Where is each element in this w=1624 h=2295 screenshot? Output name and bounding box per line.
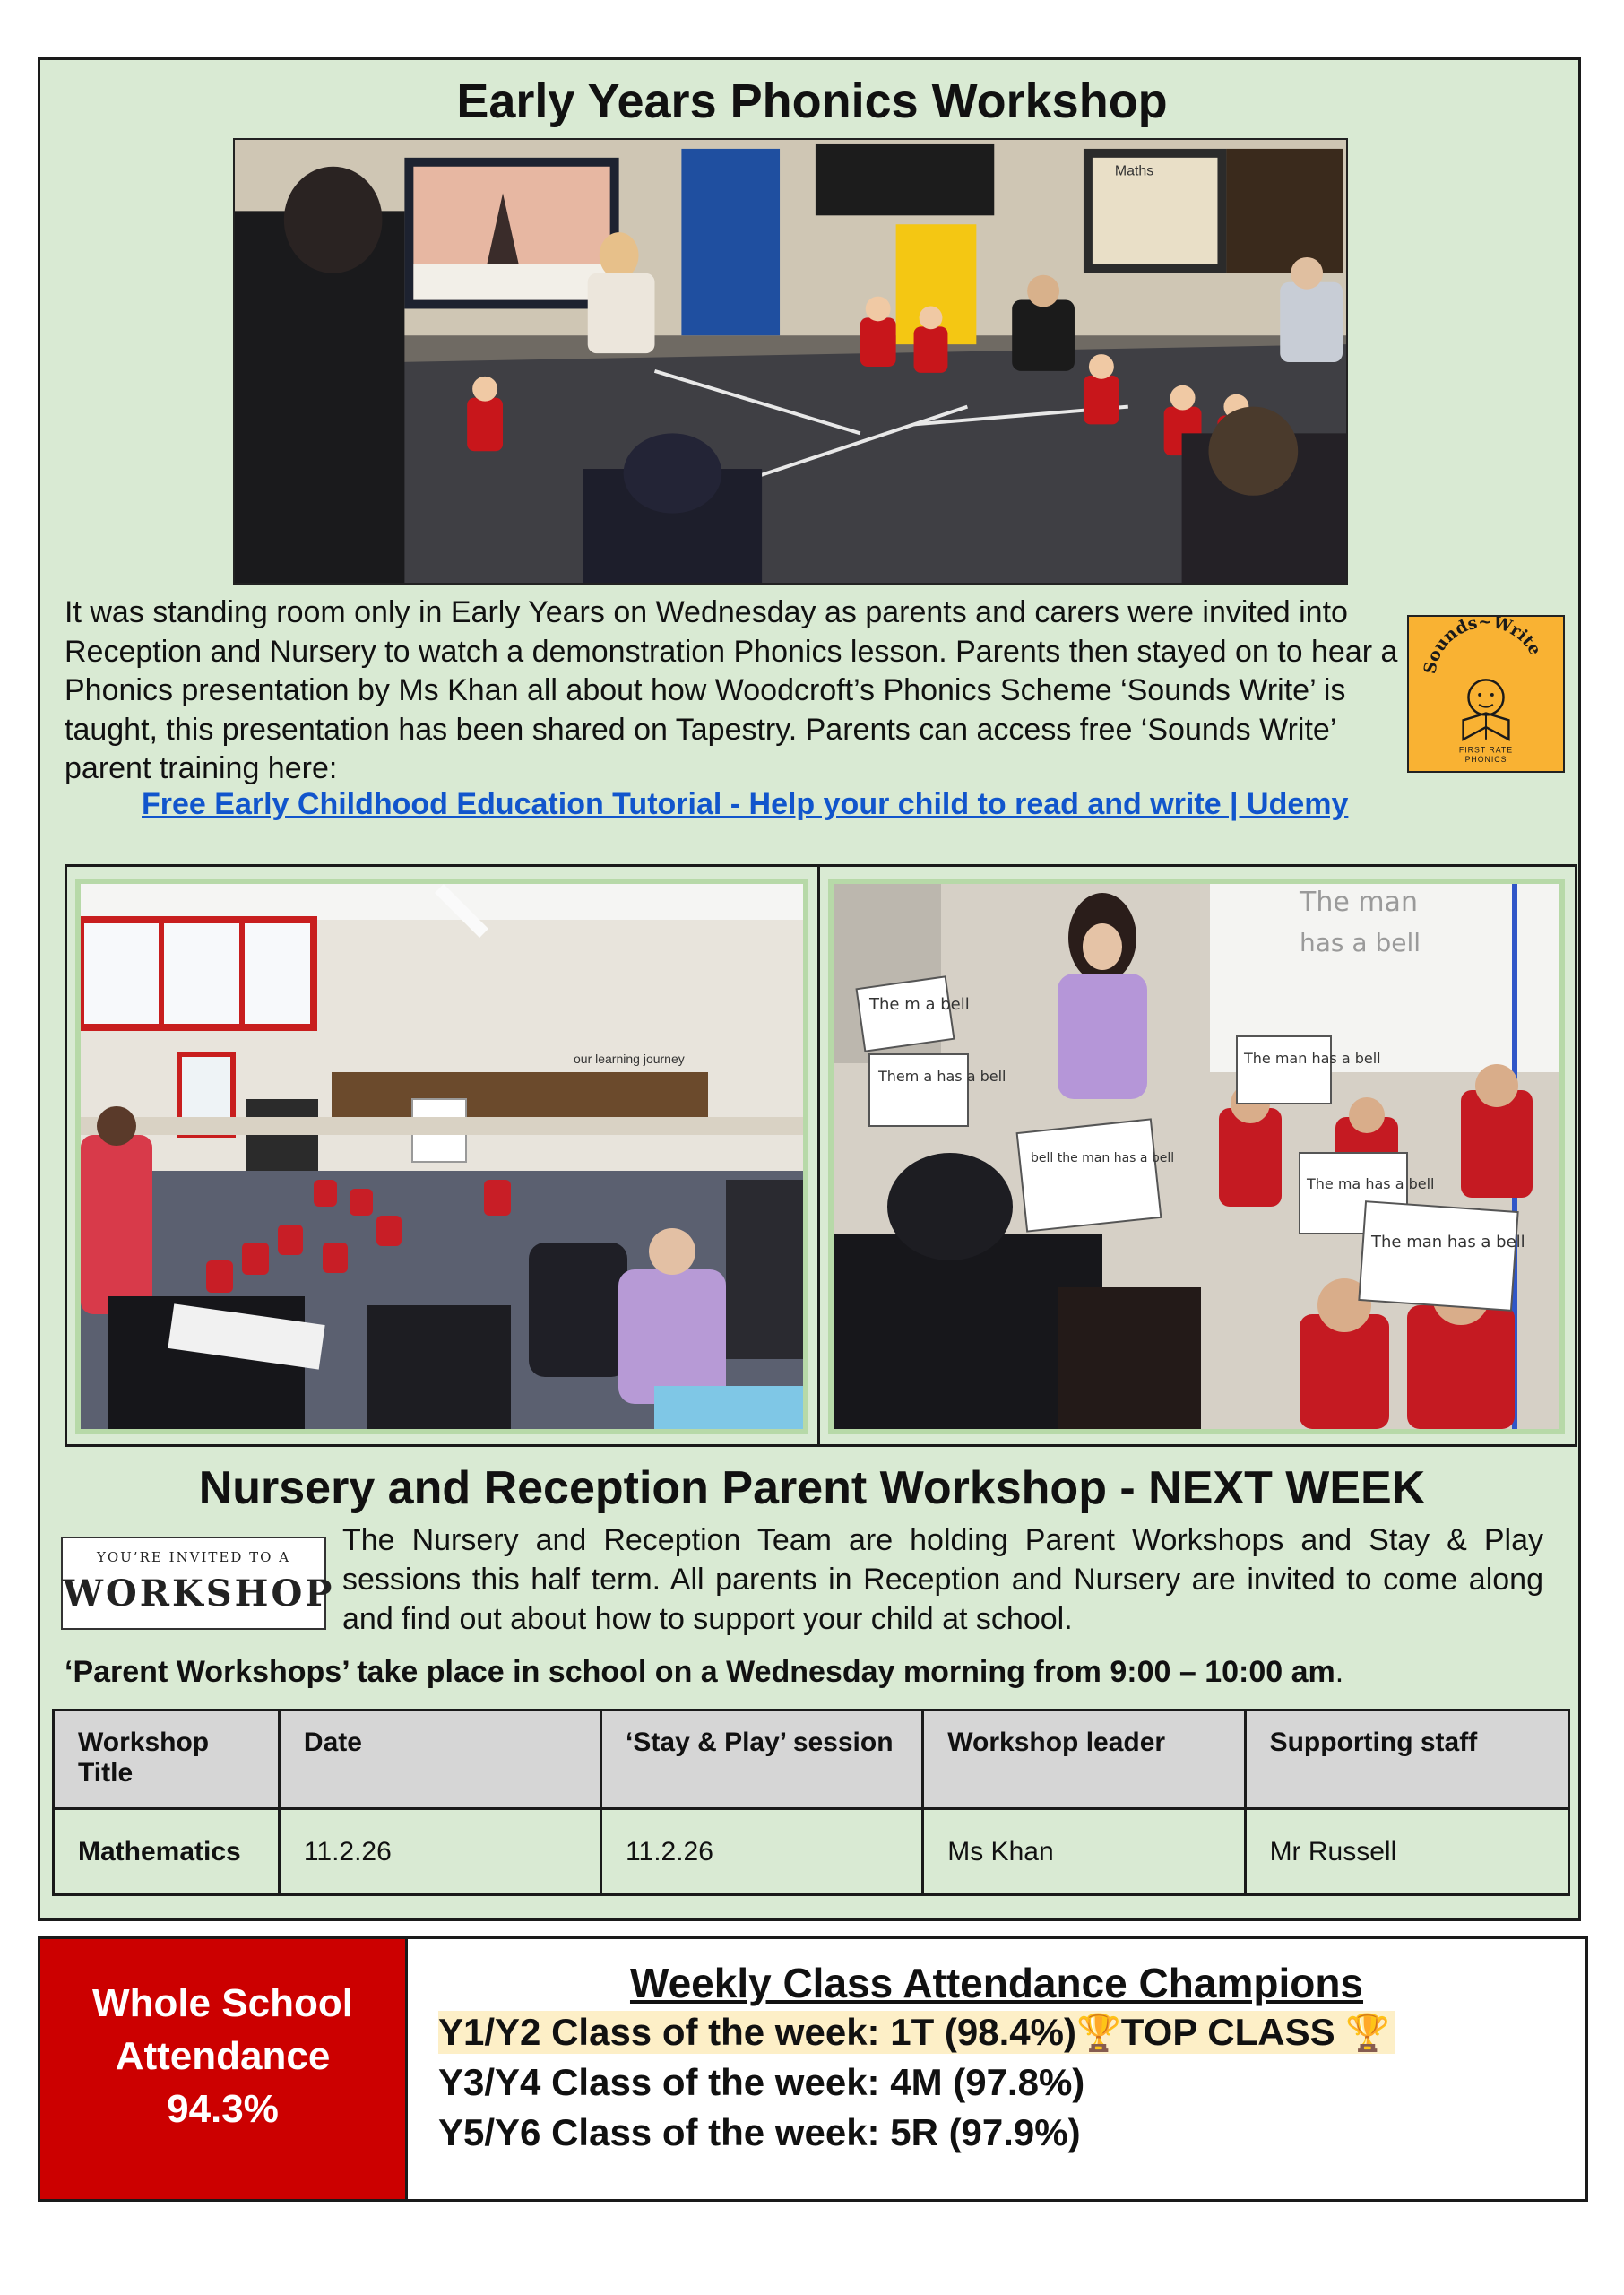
logo-tagline-2: PHONICS	[1464, 755, 1507, 765]
logo-tagline-1: FIRST RATE	[1458, 745, 1514, 755]
board-card-4: The man has a bell	[1244, 1050, 1381, 1067]
cell-leader: Ms Khan	[923, 1809, 1245, 1895]
board-card-2: Them a has a bell	[878, 1068, 1006, 1085]
classroom-photo-frame	[75, 879, 808, 1434]
trophy-icon: 🏆	[1345, 2014, 1391, 2053]
header-workshop-leader: Workshop leader	[923, 1710, 1245, 1809]
whiteboards-photo	[834, 884, 1559, 1429]
whiteboards-photo-frame	[828, 879, 1565, 1434]
board-card-1: The m a bell	[869, 995, 970, 1014]
reception-workshop-description: The Nursery and Reception Team are holding Parent Workshops and Stay & Play sessions this half term. All parents in Reception and Nursery are invited to come along and find out about how to support your child at school.	[342, 1523, 1543, 1636]
whole-school-attendance	[40, 1939, 408, 2199]
whole-school-label-2: Attendance	[115, 2034, 331, 2078]
workshop-badge-big: WORKSHOP	[63, 1572, 335, 1615]
reception-workshop-title: Nursery and Reception Parent Workshop - NEXT WEEK	[198, 1462, 1426, 1514]
cell-stay-play: 11.2.26	[601, 1809, 923, 1895]
workshop-badge-small: YOU’RE INVITED TO A	[96, 1549, 291, 1565]
attendance-section	[38, 1936, 1588, 2202]
header-supporting-staff: Supporting staff	[1245, 1710, 1568, 1809]
whole-school-value: 94.3%	[167, 2087, 279, 2131]
trophy-icon: 🏆	[1075, 2014, 1121, 2053]
header-stay-play: ‘Stay & Play’ session	[601, 1710, 923, 1809]
classroom-photo	[81, 884, 803, 1429]
table-row	[54, 1809, 1569, 1895]
workshop-table	[52, 1709, 1570, 1896]
header-workshop-title: Workshop Title	[54, 1710, 280, 1809]
y1y2-champion	[438, 2011, 1395, 2054]
phonics-intro-text: It was standing room only in Early Years on Wednesday as parents and carers were invited into Reception and Nursery to watch a demonstration Phonics lesson. Parents then stayed on to hear a Phonics presentation by Ms Khan all about how Woodcroft’s Phonics Scheme ‘Sounds Write’ is taught, this presentation has been shared on Tapestry. Parents can access free ‘Sounds Write’ parent training here:	[65, 595, 1398, 785]
cell-title: Mathematics	[54, 1809, 280, 1895]
phonics-lesson-photo	[233, 138, 1348, 585]
y5y6-champion: Y5/Y6 Class of the week: 5R (97.9%)	[438, 2111, 1081, 2153]
cell-date: 11.2.26	[279, 1809, 600, 1895]
whiteboard-line-1: The man	[1300, 887, 1418, 918]
board-card-5: The ma has a bell	[1307, 1175, 1435, 1192]
whole-school-label-1: Whole School	[92, 1981, 353, 2025]
y3y4-champion: Y3/Y4 Class of the week: 4M (97.8%)	[438, 2061, 1085, 2103]
y1y2-text: Y1/Y2 Class of the week: 1T (98.4%)	[438, 2011, 1076, 2053]
header-date: Date	[279, 1710, 600, 1809]
maths-board-text: Maths	[1114, 163, 1154, 179]
champions-title: Weekly Class Attendance Champions	[629, 1960, 1364, 2006]
display-banner-text: our learning journey	[574, 1052, 685, 1066]
sounds-write-logo	[1407, 615, 1565, 773]
workshop-schedule-end: .	[1335, 1655, 1344, 1689]
svg-text:Sounds~Write	[1421, 617, 1544, 675]
workshop-badge	[61, 1537, 335, 1630]
phonics-title: Early Years Phonics Workshop	[456, 74, 1168, 128]
top-class-label: TOP CLASS	[1120, 2011, 1335, 2053]
board-card-6: The man has a bell	[1371, 1233, 1525, 1251]
cell-support: Mr Russell	[1245, 1809, 1568, 1895]
logo-name-text: Sounds~Write	[1421, 617, 1545, 676]
udemy-training-link[interactable]: Free Early Childhood Education Tutorial - Help your child to read and write | Udemy	[142, 787, 1349, 821]
workshop-schedule-bold: ‘Parent Workshops’ take place in school on a Wednesday morning from 9:00 – 10:00 am	[65, 1655, 1335, 1689]
table-header-row	[54, 1710, 1569, 1809]
gallery-divider	[817, 864, 820, 1447]
workshop-schedule	[65, 1655, 1343, 1690]
board-card-3: bell the man has a bell	[1031, 1151, 1175, 1165]
whiteboard-line-2: has a bell	[1300, 928, 1421, 957]
